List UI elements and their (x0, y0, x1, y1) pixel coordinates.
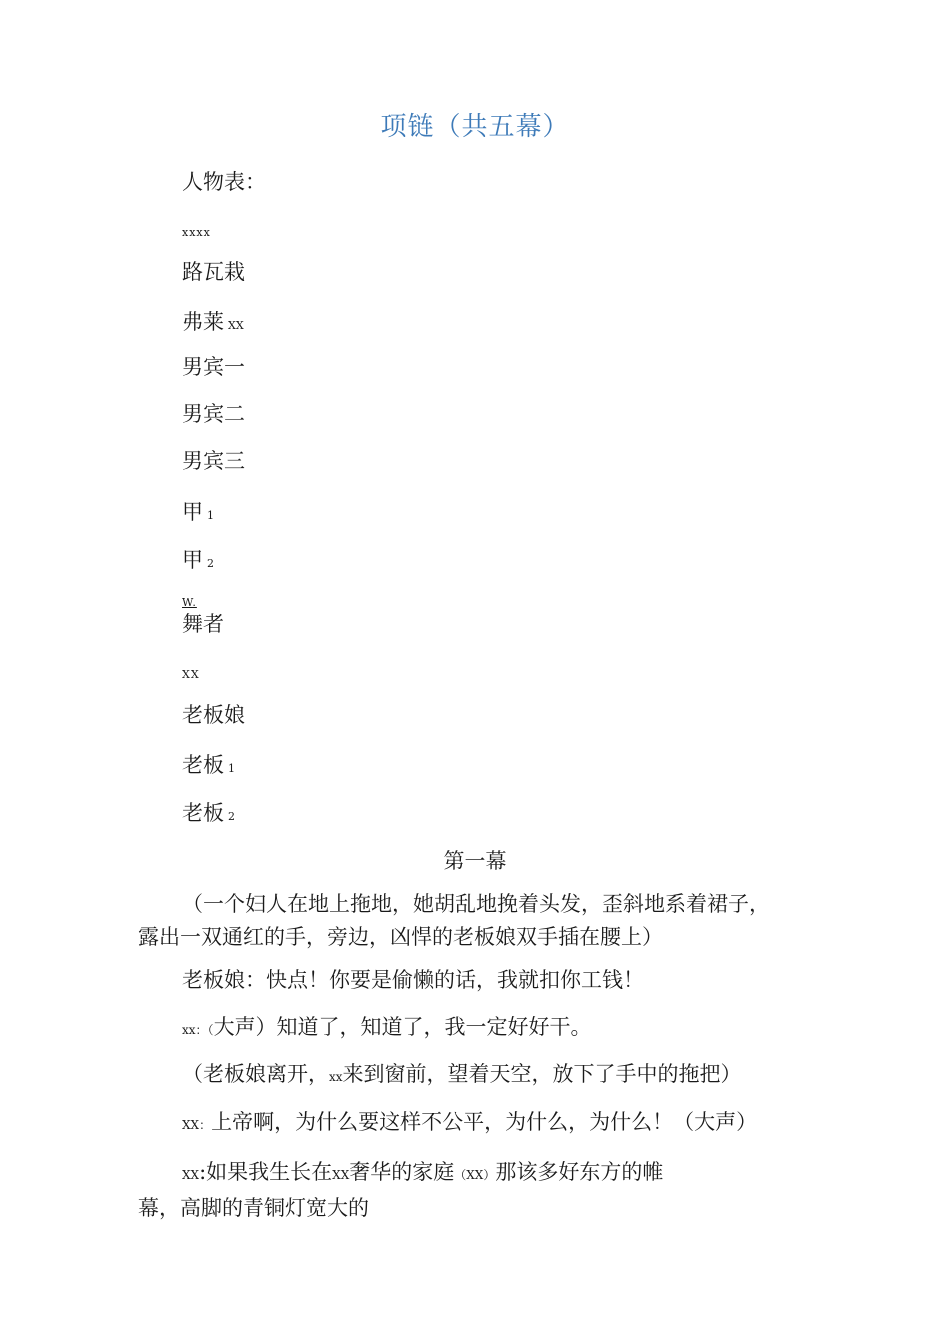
cast-item-2-main: 弗莱 (182, 310, 224, 334)
stage-direction-2 (182, 1062, 742, 1087)
stage-direction-2-a: （老板娘离开， (182, 1062, 329, 1086)
cast-item-12-small: 2 (228, 810, 235, 823)
cast-item-12 (182, 801, 235, 826)
cast-item-10: 老板娘 (182, 703, 245, 727)
dialogue-line-4-name: XX (332, 1168, 350, 1182)
cast-item-8-small: W. (182, 596, 197, 609)
dialogue-line-2-speaker: xx： (182, 1023, 208, 1037)
document-title: 项链（共五幕） (380, 112, 570, 142)
cast-item-6 (182, 500, 214, 525)
stage-direction-1-line-2: 露出一双通红的手，旁边，凶悍的老板娘双手插在腰上） (138, 925, 663, 949)
cast-item-4: 男宾二 (182, 402, 245, 426)
cast-item-6-small: 1 (207, 509, 214, 522)
cast-item-7-small: 2 (207, 557, 214, 570)
dialogue-line-4-c: 那该多好东方的帷 (495, 1160, 664, 1184)
cast-item-5: 男宾三 (182, 449, 245, 473)
dialogue-line-1: 老板娘：快点！你要是偷懒的话，我就扣你工钱！ (182, 968, 644, 992)
dialogue-line-3 (182, 1110, 757, 1135)
dialogue-line-4 (138, 1156, 818, 1225)
dialogue-line-3-speaker: XX： (182, 1118, 212, 1132)
dialogue-line-4-b: 奢华的家庭 (349, 1160, 455, 1184)
dialogue-line-4-a: :如果我生长在 (199, 1160, 333, 1184)
cast-item-3: 男宾一 (182, 355, 245, 379)
dialogue-line-2-paren: （ (207, 1023, 214, 1037)
cast-item-11-main: 老板 (182, 753, 224, 777)
cast-item-11 (182, 753, 235, 778)
cast-item-9: XX (182, 668, 200, 681)
dialogue-line-4-line-2: 幕，高脚的青铜灯宽大的 (138, 1196, 369, 1220)
cast-item-7-main: 甲 (182, 548, 203, 572)
cast-item-2-small: XX (228, 319, 244, 332)
stage-direction-2-b: 来到窗前，望着天空，放下了手中的拖把） (342, 1062, 742, 1086)
stage-direction-1-line-1: （一个妇人在地上拖地，她胡乱地挽着头发，歪斜地系着裙子， (182, 892, 770, 916)
cast-item-11-small: 1 (228, 762, 235, 775)
stage-direction-2-name: xx (329, 1070, 343, 1084)
dialogue-line-2-text: 大声）知道了，知道了，我一定好好干。 (213, 1015, 592, 1039)
stage-direction-1 (138, 888, 818, 954)
dialogue-line-4-speaker: XX (182, 1168, 200, 1182)
cast-item-1: 路瓦栽 (182, 260, 245, 284)
cast-item-0: xxxx (182, 226, 211, 239)
cast-item-8: 舞者 (182, 612, 224, 636)
dialogue-line-3-text: 上帝啊，为什么要这样不公平，为什么，为什么！（大声） (211, 1110, 758, 1134)
cast-item-12-main: 老板 (182, 801, 224, 825)
cast-item-2 (182, 310, 244, 335)
cast-item-7 (182, 548, 214, 573)
cast-item-6-main: 甲 (182, 500, 203, 524)
act-heading: 第一幕 (443, 849, 507, 873)
dialogue-line-4-line-1 (138, 1156, 818, 1192)
cast-heading: 人物表： (182, 170, 266, 194)
dialogue-line-4-paren: （XX） (454, 1168, 496, 1182)
dialogue-line-2 (182, 1015, 592, 1040)
